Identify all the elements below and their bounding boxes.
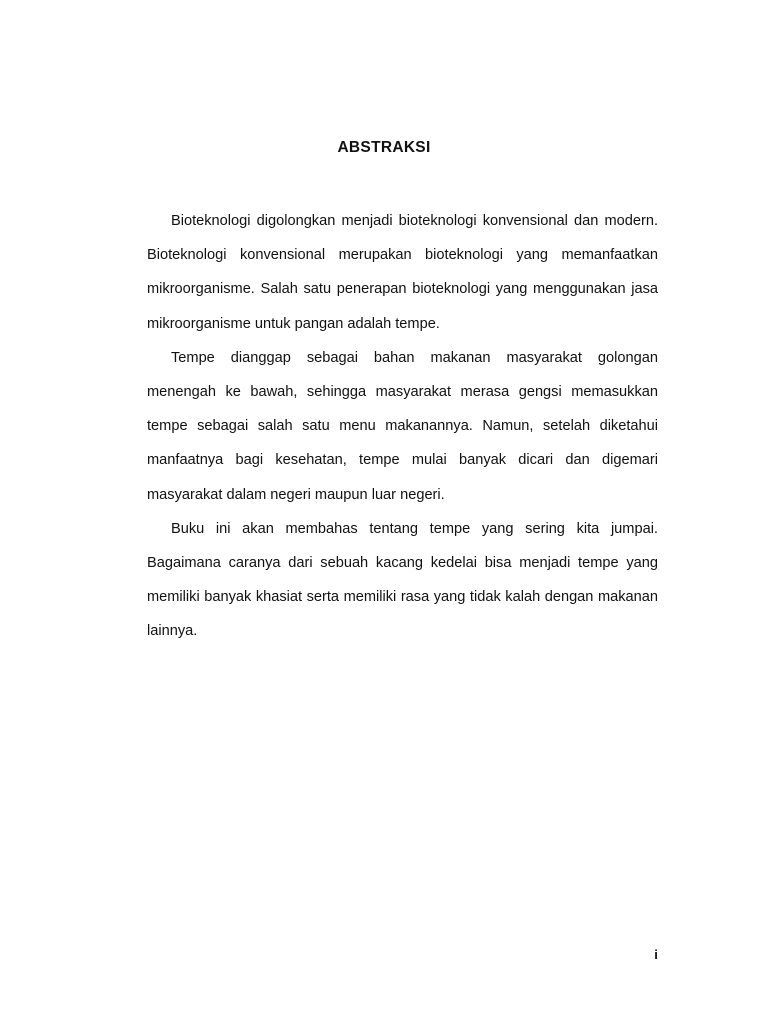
paragraph-3: Buku ini akan membahas tentang tempe yang sering kita jumpai. Bagaimana caranya dari sebuah kacang kedelai bisa menjadi tempe yang memiliki banyak khasiat serta memiliki rasa yang tidak kalah dengan makanan lainnya. xyxy=(147,520,658,640)
page-number: i xyxy=(654,947,658,962)
abstract-body xyxy=(147,204,658,649)
page-title: ABSTRAKSI xyxy=(337,139,431,156)
paragraph-2: Tempe dianggap sebagai bahan makanan masyarakat golongan menengah ke bawah, sehingga masyarakat merasa gengsi memasukkan tempe sebagai salah satu menu makanannya. Namun, setelah diketahui manfaatnya bagi kesehatan, tempe mulai banyak dicari dan digemari masyarakat dalam negeri maupun luar negeri. xyxy=(147,349,658,503)
paragraph-1: Bioteknologi digolongkan menjadi bioteknologi konvensional dan modern. Bioteknologi konvensional merupakan bioteknologi yang memanfaatkan mikroorganisme. Salah satu penerapan bioteknologi yang menggunakan jasa mikroorganisme untuk pangan adalah tempe. xyxy=(147,213,658,332)
